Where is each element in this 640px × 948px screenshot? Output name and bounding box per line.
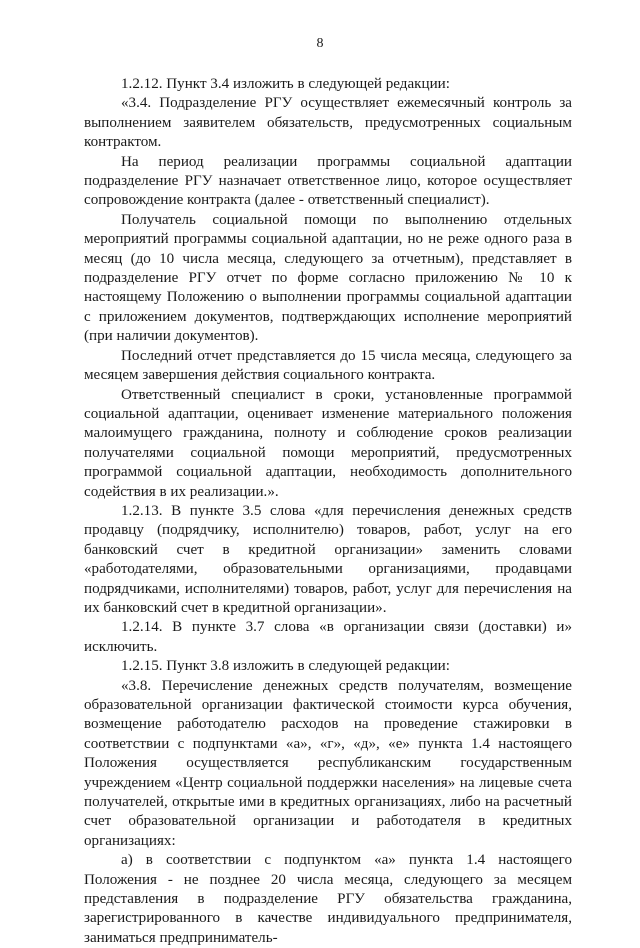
page-number: 8: [316, 36, 324, 51]
paragraph-subpoint-a: а) в соответствии с подпунктом «а» пункта 1.4 настоящего Положения - не позднее 20 числа месяца, следующего за месяцем представления в подразделение РГУ обязательства гражданина, зарегистрированного в качестве индивидуального предпринимателя, заниматься предприниматель-: [84, 852, 572, 946]
paragraph-1-2-15: 1.2.15. Пункт 3.8 изложить в следующей редакции:: [121, 658, 450, 675]
paragraph-1-2-12: 1.2.12. Пункт 3.4 изложить в следующей редакции:: [121, 76, 450, 92]
document-body: [84, 75, 572, 948]
paragraph-responsible-person: На период реализации программы социальной адаптации подразделение РГУ назначает ответственное лицо, которое осуществляет сопровождение контракта (далее - ответственный специалист).: [84, 153, 572, 209]
paragraph-1-2-14: 1.2.14. В пункте 3.7 слова «в организации связи (доставки) и» исключить.: [84, 619, 572, 655]
paragraph-specialist-evaluation: Ответственный специалист в сроки, установленные программой социальной адаптации, оценивает изменение материального положения малоимущего гражданина, полноту и соблюдение сроков реализации получателями социальной помощи мероприятий, предусмотренных программой социальной адаптации, необходимость дополнительного содействия в их реализации.».: [84, 386, 572, 500]
paragraph-monthly-report: Получатель социальной помощи по выполнению отдельных мероприятий программы социальной адаптации, но не реже одного раза в месяц (до 10 числа месяца, следующего за отчетным), представляет в подразделение РГУ отчет по форме согласно приложению № 10 к настоящему Положению о выполнении программы социальной адаптации с приложением документов, подтверждающих исполнение мероприятий (при наличии документов).: [84, 211, 572, 345]
paragraph-3-8-transfer: «3.8. Перечисление денежных средств получателям, возмещение образовательной организации фактической стоимости курса обучения, возмещение работодателю расходов на проведение стажировки в соответствии с подпунктами «а», «г», «д», «е» пункта 1.4 настоящего Положения осуществляется республиканским государственным учреждением «Центр социальной поддержки населения» на лицевые счета получателей, открытые ими в кредитных организациях, либо на расчетный счет образовательной организации и работодателя в кредитных организациях:: [84, 677, 572, 849]
paragraph-1-2-13: 1.2.13. В пункте 3.5 слова «для перечисления денежных средств продавцу (подрядчику, исполнителю) товаров, работ, услуг на его банковский счет в кредитной организации» заменить словами «работодателями, образовательными организациями, продавцами подрядчиками, исполнителями) товаров, работ, услуг для перечисления на их банковский счет в кредитной организации».: [84, 502, 572, 616]
paragraph-3-4-control: «3.4. Подразделение РГУ осуществляет ежемесячный контроль за выполнением заявителем обязательств, предусмотренных социальным контрактом.: [84, 95, 572, 151]
paragraph-last-report: Последний отчет представляется до 15 числа месяца, следующего за месяцем завершения действия социального контракта.: [84, 347, 572, 384]
